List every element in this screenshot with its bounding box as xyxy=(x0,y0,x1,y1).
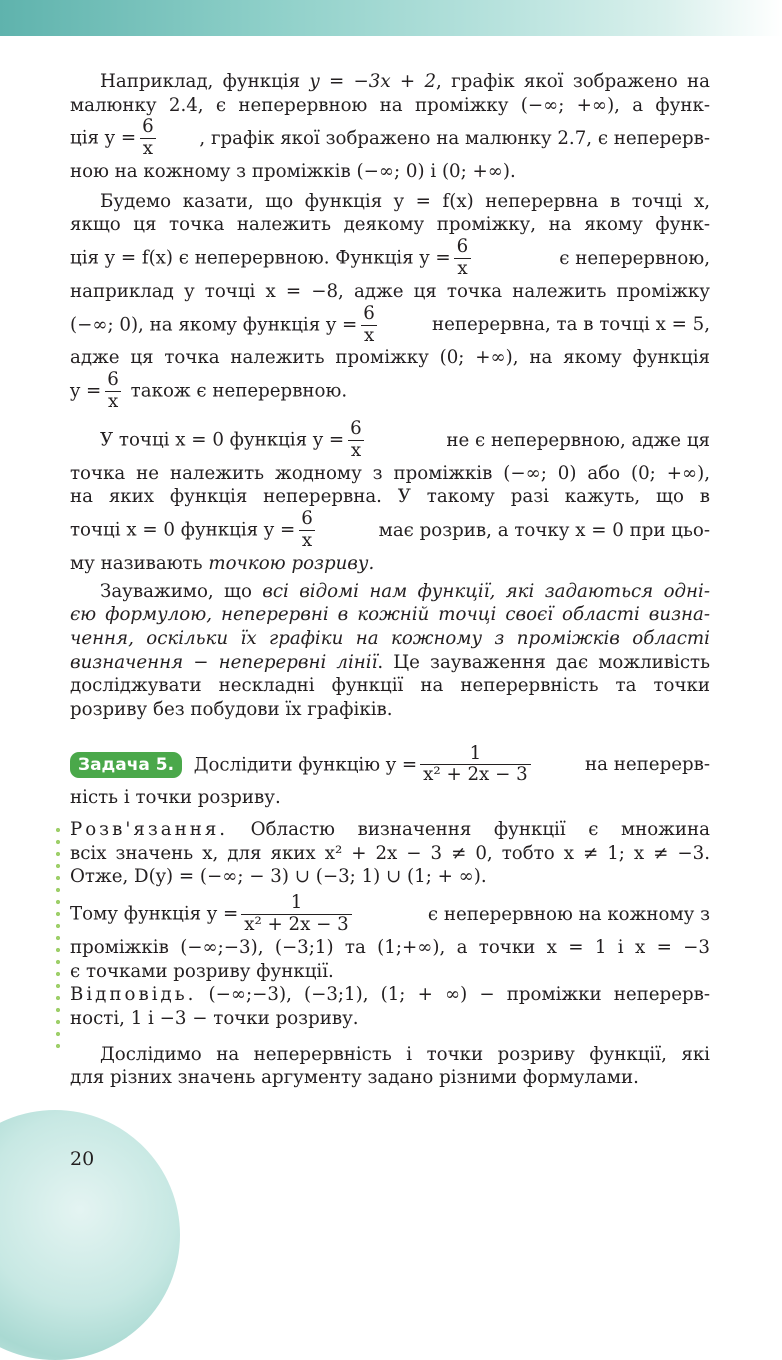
solution-label: Розв'язання. xyxy=(70,819,229,841)
text-line: Будемо казати, що функція y = f(x) неперервна в точці x, xyxy=(100,190,710,212)
text-line: y = $\frac{6}{x}$ також є неперервною. xyxy=(70,369,348,413)
text-line: якщо ця точка належить деякому проміжку, на якому функ- xyxy=(70,214,710,236)
text-line: Тому функція y = $\frac{1}{\text{x² + 2x − 3}}$ є неперервною на кожному з xyxy=(70,892,710,935)
text-line: Дослідимо на неперервність і точки розриву функції, які xyxy=(100,1043,710,1065)
task-block xyxy=(70,744,710,811)
text-line: (−∞; 0), на якому функція y = $\frac{6}{x}$ неперервна, та в точці x = 5, xyxy=(70,302,710,346)
fraction: $\frac{6}{x}$ xyxy=(360,304,378,347)
fraction: $\frac{6}{x}$ xyxy=(139,117,157,160)
top-decorative-band xyxy=(0,0,782,36)
task-badge: Задача 5. xyxy=(70,752,182,778)
text-line: ною на кожному з проміжків (−∞; 0) і (0; +∞). xyxy=(70,161,516,183)
text-line: У точці x = 0 функція y = $\frac{6}{x}$ не є неперервною, адже ця xyxy=(100,417,710,461)
text-line: Розв'язання. Областю визначення функції є множина xyxy=(70,819,710,841)
text-line: єю формулою, неперервні в кожній точці своєї області визна- xyxy=(70,604,710,626)
paragraph-example xyxy=(70,70,710,184)
fraction: $\frac{6}{x}$ xyxy=(454,237,472,280)
task-statement: Задача 5. Дослідити функцію y = $\frac{1}{\text{x² + 2x − 3}}$ на неперерв- xyxy=(70,744,710,787)
paragraph-definition xyxy=(70,190,710,413)
text-line: є точками розриву функції. xyxy=(70,960,334,982)
text-line: точка не належить жодному з проміжків (−∞; 0) або (0; +∞), xyxy=(70,462,710,484)
text-line: чення, оскільки їх графіки на кожному з проміжків області xyxy=(70,627,710,649)
fraction: $\frac{6}{x}$ xyxy=(298,509,316,552)
text-line: проміжків (−∞;−3), (−3;1) та (1;+∞), а точки x = 1 і x = −3 xyxy=(70,936,710,958)
text-line: наприклад у точці x = −8, адже ця точка належить проміжку xyxy=(70,280,710,302)
text-line: адже ця точка належить проміжку (0; +∞), на якому функція xyxy=(70,347,710,369)
text-line: ність і точки розриву. xyxy=(70,787,281,809)
text-line: досліджувати нескладні функції на неперервність та точки xyxy=(70,675,710,697)
answer-label: Відповідь. xyxy=(70,984,197,1006)
fraction: $\frac{1}{\text{x² + 2x − 3}}$ xyxy=(420,744,531,787)
page-number: 20 xyxy=(70,1148,95,1170)
text-line: для різних значень аргументу задано різними формулами. xyxy=(70,1067,639,1089)
page-content xyxy=(70,70,710,1090)
dotted-margin-marker xyxy=(56,824,60,1054)
fraction: $\frac{6}{x}$ xyxy=(104,370,122,413)
text-line: на яких функція неперервна. У такому разі кажуть, що в xyxy=(70,486,710,508)
text-line: всіх значень x, для яких x² + 2x − 3 ≠ 0, тобто x ≠ 1; x ≠ −3. xyxy=(70,842,710,864)
text-line: ція y = $\frac{6}{x}$ , графік якої зображено на малюнку 2.7, є неперерв- xyxy=(70,116,710,160)
solution-block xyxy=(56,818,710,1030)
text-line: Наприклад, функція y = −3x + 2, графік якої зображено на xyxy=(100,71,710,92)
text-line: точці x = 0 функція y = $\frac{6}{x}$ має розрив, а точку x = 0 при цьо- xyxy=(70,508,710,552)
term-discontinuity-point: точкою розриву. xyxy=(208,552,375,574)
fraction: $\frac{6}{x}$ xyxy=(347,419,365,462)
text-line: Отже, D(y) = (−∞; − 3) ∪ (−3; 1) ∪ (1; + ∞). xyxy=(70,866,487,888)
text-line: малюнку 2.4, є неперервною на проміжку (−∞; +∞), а функ- xyxy=(70,94,710,116)
text-line: ності, 1 і −3 − точки розриву. xyxy=(70,1007,359,1029)
paragraph-remark xyxy=(70,580,710,722)
paragraph-next xyxy=(70,1043,710,1090)
text-line: Відповідь. (−∞;−3), (−3;1), (1; + ∞) − проміжки неперерв- xyxy=(70,984,710,1006)
text-line: Зауважимо, що всі відомі нам функції, які задаються одні- xyxy=(100,580,710,602)
fraction: $\frac{1}{\text{x² + 2x − 3}}$ xyxy=(241,893,352,936)
text-line: ція y = f(x) є неперервною. Функція y = $\frac{6}{x}$ є неперервною, xyxy=(70,236,710,280)
text-line: му називають точкою розриву. xyxy=(70,552,375,574)
paragraph-discontinuity xyxy=(70,419,710,576)
text-line: розриву без побудови їх графіків. xyxy=(70,698,393,720)
text-line: визначення − неперервні лінії. Це зауваження дає можливість xyxy=(70,651,710,673)
